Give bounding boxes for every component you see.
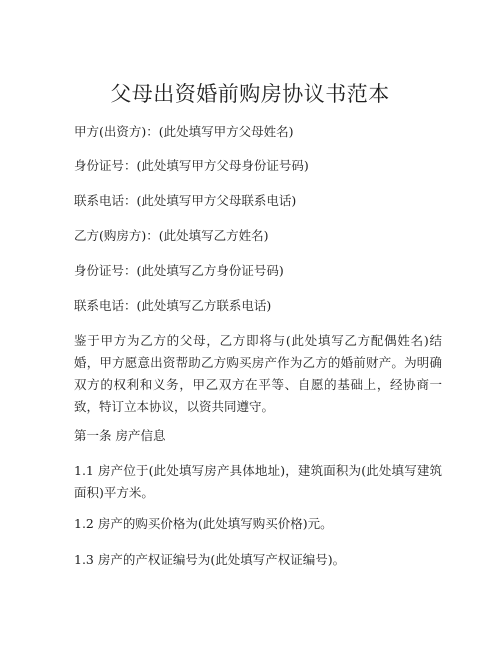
party-a-line: 甲方(出资方)：(此处填写甲方父母姓名) (74, 124, 294, 139)
clause-1-3: 1.3 房产的产权证编号为(此处填写产权证编号)。 (74, 552, 346, 567)
clause-1-2: 1.2 房产的购买价格为(此处填写购买价格)元。 (74, 516, 333, 531)
clause-1-1: 1.1 房产位于(此处填写房产具体地址)，建筑面积为(此处填写建筑面积)平方米。 (74, 463, 442, 500)
article-1-heading: 第一条 房产信息 (74, 428, 166, 443)
party-a-phone-line: 联系电话：(此处填写甲方父母联系电话) (74, 193, 297, 208)
party-b-phone-line: 联系电话：(此处填写乙方联系电话) (74, 298, 272, 313)
page-title: 父母出资婚前购房协议书范本 (110, 82, 390, 106)
party-b-line: 乙方(购房方)：(此处填写乙方姓名) (74, 228, 269, 243)
party-a-id-line: 身份证号：(此处填写甲方父母身份证号码) (74, 158, 309, 173)
preamble-paragraph: 鉴于甲方为乙方的父母，乙方即将与(此处填写乙方配偶姓名)结婚，甲方愿意出资帮助乙方购买房产作为乙方的婚前财产。为明确双方的权利和义务，甲乙双方在平等、自愿的基础上，经协商一致，特订立本协议，以资共同遵守。 (74, 333, 442, 414)
party-b-id-line: 身份证号：(此处填写乙方身份证号码) (74, 263, 284, 278)
